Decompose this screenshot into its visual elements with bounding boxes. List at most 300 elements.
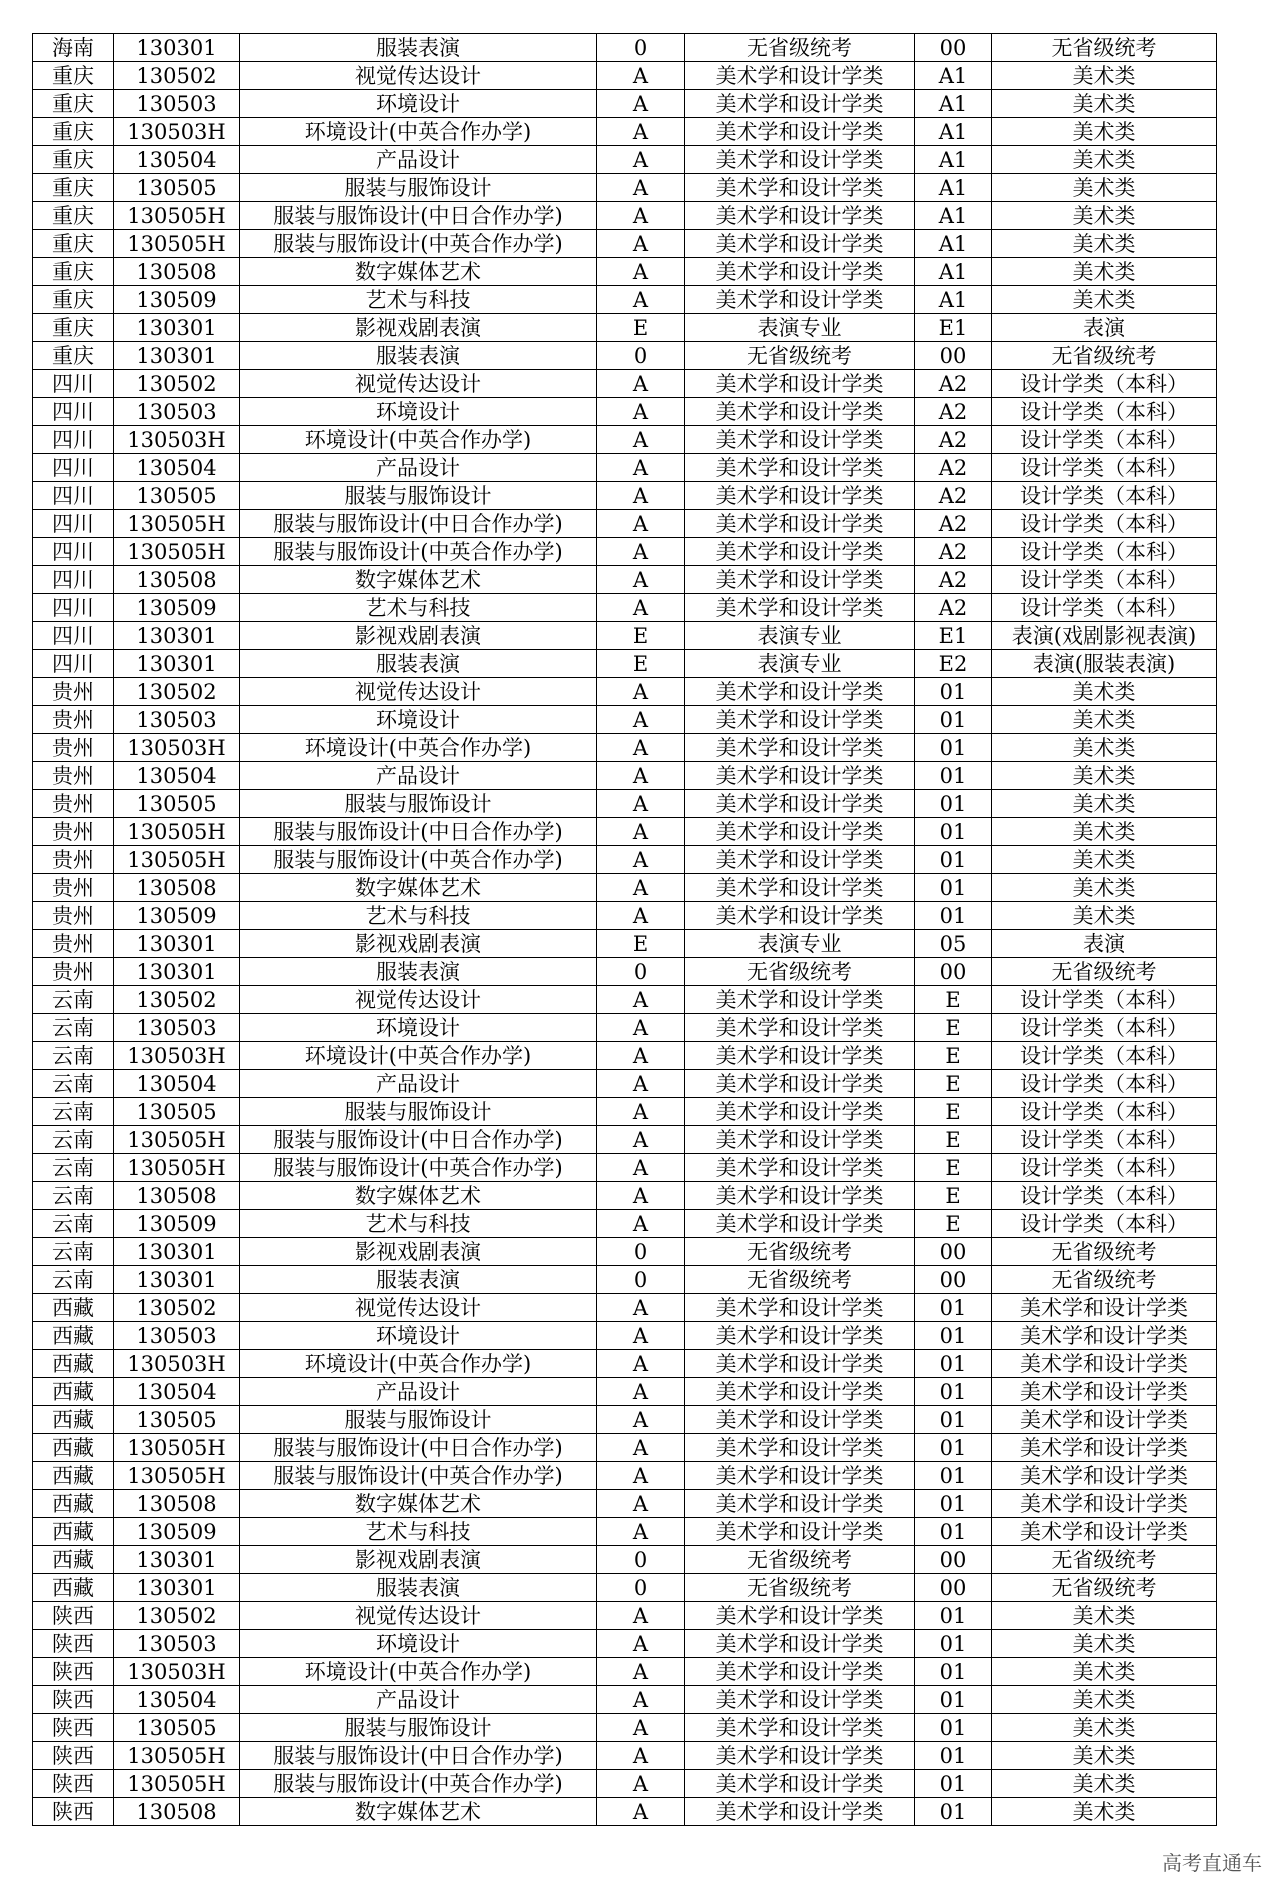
province-cell: 贵州 <box>33 734 114 762</box>
province-category-cell: 美术类 <box>992 174 1217 202</box>
province-category-cell: 美术类 <box>992 734 1217 762</box>
province-category-cell: 美术学和设计学类 <box>992 1462 1217 1490</box>
major-name-cell: 影视戏剧表演 <box>240 622 597 650</box>
province-category-cell: 美术类 <box>992 1714 1217 1742</box>
exam-category-code-cell: A <box>597 1322 685 1350</box>
province-category-code-cell: A2 <box>915 426 992 454</box>
province-cell: 陕西 <box>33 1602 114 1630</box>
province-cell: 四川 <box>33 538 114 566</box>
province-category-code-cell: 00 <box>915 1546 992 1574</box>
major-name-cell: 环境设计(中英合作办学) <box>240 1042 597 1070</box>
province-category-cell: 设计学类（本科） <box>992 1210 1217 1238</box>
exam-category-code-cell: A <box>597 1798 685 1826</box>
province-category-code-cell: 00 <box>915 1238 992 1266</box>
exam-category-cell: 美术学和设计学类 <box>685 230 915 258</box>
exam-category-code-cell: 0 <box>597 1238 685 1266</box>
province-category-cell: 美术学和设计学类 <box>992 1322 1217 1350</box>
exam-category-cell: 美术学和设计学类 <box>685 1378 915 1406</box>
major-code-cell: 130301 <box>114 314 240 342</box>
province-category-cell: 美术类 <box>992 762 1217 790</box>
major-name-cell: 服装与服饰设计(中日合作办学) <box>240 510 597 538</box>
province-category-cell: 设计学类（本科） <box>992 1014 1217 1042</box>
exam-category-cell: 美术学和设计学类 <box>685 90 915 118</box>
exam-category-code-cell: A <box>597 1406 685 1434</box>
major-name-cell: 服装表演 <box>240 1574 597 1602</box>
table-row <box>33 818 1217 846</box>
province-category-cell: 美术类 <box>992 286 1217 314</box>
major-code-cell: 130502 <box>114 1294 240 1322</box>
major-code-cell: 130503H <box>114 426 240 454</box>
province-category-code-cell: A2 <box>915 398 992 426</box>
province-category-code-cell: 01 <box>915 1714 992 1742</box>
table-row <box>33 1434 1217 1462</box>
province-category-code-cell: E <box>915 1098 992 1126</box>
province-cell: 四川 <box>33 426 114 454</box>
table-row <box>33 790 1217 818</box>
province-category-code-cell: A1 <box>915 62 992 90</box>
province-category-code-cell: 01 <box>915 1770 992 1798</box>
exam-category-cell: 无省级统考 <box>685 342 915 370</box>
province-category-cell: 设计学类（本科） <box>992 1070 1217 1098</box>
major-name-cell: 服装与服饰设计(中日合作办学) <box>240 1434 597 1462</box>
exam-category-code-cell: A <box>597 370 685 398</box>
admission-table-sheet <box>32 33 1217 1826</box>
major-code-cell: 130505H <box>114 1462 240 1490</box>
province-cell: 重庆 <box>33 90 114 118</box>
province-cell: 云南 <box>33 1014 114 1042</box>
major-name-cell: 服装与服饰设计(中英合作办学) <box>240 230 597 258</box>
province-cell: 贵州 <box>33 930 114 958</box>
major-code-cell: 130508 <box>114 1798 240 1826</box>
table-body <box>33 34 1217 1826</box>
province-cell: 西藏 <box>33 1546 114 1574</box>
exam-category-code-cell: A <box>597 1378 685 1406</box>
province-cell: 云南 <box>33 1182 114 1210</box>
major-code-cell: 130503H <box>114 1350 240 1378</box>
major-code-cell: 130502 <box>114 370 240 398</box>
major-code-cell: 130505H <box>114 1154 240 1182</box>
province-cell: 西藏 <box>33 1462 114 1490</box>
province-cell: 四川 <box>33 454 114 482</box>
province-cell: 四川 <box>33 482 114 510</box>
province-category-code-cell: 01 <box>915 1490 992 1518</box>
province-category-cell: 美术类 <box>992 1770 1217 1798</box>
province-cell: 云南 <box>33 1070 114 1098</box>
province-cell: 贵州 <box>33 818 114 846</box>
exam-category-code-cell: A <box>597 986 685 1014</box>
province-cell: 陕西 <box>33 1630 114 1658</box>
exam-category-code-cell: A <box>597 762 685 790</box>
major-name-cell: 服装表演 <box>240 1266 597 1294</box>
province-category-code-cell: E <box>915 986 992 1014</box>
major-name-cell: 艺术与科技 <box>240 594 597 622</box>
province-category-code-cell: 01 <box>915 846 992 874</box>
province-cell: 陕西 <box>33 1742 114 1770</box>
province-category-code-cell: 00 <box>915 34 992 62</box>
exam-category-cell: 美术学和设计学类 <box>685 202 915 230</box>
major-name-cell: 服装与服饰设计 <box>240 174 597 202</box>
province-category-code-cell: 00 <box>915 1266 992 1294</box>
exam-category-cell: 美术学和设计学类 <box>685 398 915 426</box>
province-cell: 重庆 <box>33 174 114 202</box>
province-cell: 重庆 <box>33 286 114 314</box>
province-category-code-cell: 01 <box>915 1406 992 1434</box>
province-category-cell: 设计学类（本科） <box>992 510 1217 538</box>
major-code-cell: 130505 <box>114 1098 240 1126</box>
major-code-cell: 130504 <box>114 1070 240 1098</box>
major-name-cell: 视觉传达设计 <box>240 1602 597 1630</box>
major-name-cell: 视觉传达设计 <box>240 986 597 1014</box>
province-category-cell: 美术类 <box>992 1742 1217 1770</box>
province-category-cell: 无省级统考 <box>992 342 1217 370</box>
major-code-cell: 130508 <box>114 258 240 286</box>
province-category-code-cell: E2 <box>915 650 992 678</box>
province-category-code-cell: A1 <box>915 118 992 146</box>
exam-category-cell: 美术学和设计学类 <box>685 1014 915 1042</box>
exam-category-cell: 美术学和设计学类 <box>685 286 915 314</box>
province-category-cell: 美术学和设计学类 <box>992 1378 1217 1406</box>
major-name-cell: 服装与服饰设计(中英合作办学) <box>240 1462 597 1490</box>
major-name-cell: 影视戏剧表演 <box>240 930 597 958</box>
province-category-code-cell: A2 <box>915 454 992 482</box>
major-code-cell: 130503 <box>114 398 240 426</box>
exam-category-code-cell: A <box>597 1182 685 1210</box>
province-category-cell: 美术学和设计学类 <box>992 1406 1217 1434</box>
exam-category-code-cell: A <box>597 1294 685 1322</box>
province-cell: 重庆 <box>33 342 114 370</box>
table-row <box>33 622 1217 650</box>
province-cell: 云南 <box>33 1098 114 1126</box>
major-name-cell: 产品设计 <box>240 454 597 482</box>
province-cell: 陕西 <box>33 1686 114 1714</box>
province-category-code-cell: 01 <box>915 790 992 818</box>
major-name-cell: 视觉传达设计 <box>240 678 597 706</box>
table-row <box>33 1350 1217 1378</box>
major-name-cell: 艺术与科技 <box>240 286 597 314</box>
table-row <box>33 1630 1217 1658</box>
province-category-cell: 设计学类（本科） <box>992 538 1217 566</box>
exam-category-cell: 美术学和设计学类 <box>685 1154 915 1182</box>
exam-category-cell: 美术学和设计学类 <box>685 1294 915 1322</box>
exam-category-cell: 表演专业 <box>685 650 915 678</box>
exam-category-cell: 美术学和设计学类 <box>685 1182 915 1210</box>
table-row <box>33 1462 1217 1490</box>
exam-category-code-cell: A <box>597 118 685 146</box>
exam-category-code-cell: A <box>597 202 685 230</box>
table-row <box>33 1266 1217 1294</box>
major-name-cell: 服装与服饰设计(中英合作办学) <box>240 538 597 566</box>
major-code-cell: 130503 <box>114 1014 240 1042</box>
major-name-cell: 视觉传达设计 <box>240 370 597 398</box>
exam-category-cell: 美术学和设计学类 <box>685 1210 915 1238</box>
table-row <box>33 1686 1217 1714</box>
province-category-code-cell: A2 <box>915 566 992 594</box>
table-row <box>33 34 1217 62</box>
province-cell: 云南 <box>33 986 114 1014</box>
major-code-cell: 130504 <box>114 454 240 482</box>
major-code-cell: 130505H <box>114 1742 240 1770</box>
province-category-code-cell: 01 <box>915 734 992 762</box>
table-row <box>33 174 1217 202</box>
table-row <box>33 1658 1217 1686</box>
exam-category-code-cell: 0 <box>597 958 685 986</box>
table-row <box>33 202 1217 230</box>
province-category-code-cell: 01 <box>915 874 992 902</box>
major-code-cell: 130301 <box>114 1238 240 1266</box>
province-category-code-cell: 01 <box>915 706 992 734</box>
province-category-code-cell: 01 <box>915 1658 992 1686</box>
province-cell: 西藏 <box>33 1490 114 1518</box>
exam-category-cell: 美术学和设计学类 <box>685 1686 915 1714</box>
table-row <box>33 1518 1217 1546</box>
province-category-code-cell: E <box>915 1182 992 1210</box>
admission-table <box>32 33 1217 1826</box>
province-cell: 陕西 <box>33 1658 114 1686</box>
major-name-cell: 环境设计(中英合作办学) <box>240 118 597 146</box>
province-cell: 贵州 <box>33 958 114 986</box>
major-name-cell: 环境设计(中英合作办学) <box>240 734 597 762</box>
exam-category-cell: 美术学和设计学类 <box>685 706 915 734</box>
table-row <box>33 1126 1217 1154</box>
province-category-cell: 无省级统考 <box>992 1574 1217 1602</box>
exam-category-cell: 表演专业 <box>685 314 915 342</box>
table-row <box>33 958 1217 986</box>
table-row <box>33 1322 1217 1350</box>
exam-category-code-cell: 0 <box>597 342 685 370</box>
table-row <box>33 398 1217 426</box>
table-row <box>33 902 1217 930</box>
exam-category-cell: 美术学和设计学类 <box>685 1658 915 1686</box>
province-category-cell: 美术类 <box>992 1602 1217 1630</box>
province-cell: 重庆 <box>33 146 114 174</box>
exam-category-code-cell: A <box>597 902 685 930</box>
province-category-cell: 美术类 <box>992 846 1217 874</box>
province-cell: 贵州 <box>33 902 114 930</box>
major-code-cell: 130503H <box>114 1042 240 1070</box>
exam-category-code-cell: A <box>597 706 685 734</box>
major-code-cell: 130508 <box>114 874 240 902</box>
table-row <box>33 734 1217 762</box>
table-row <box>33 426 1217 454</box>
table-row <box>33 706 1217 734</box>
major-code-cell: 130301 <box>114 650 240 678</box>
major-name-cell: 服装与服饰设计 <box>240 790 597 818</box>
province-category-cell: 美术类 <box>992 902 1217 930</box>
exam-category-cell: 美术学和设计学类 <box>685 678 915 706</box>
major-name-cell: 服装与服饰设计(中英合作办学) <box>240 1154 597 1182</box>
exam-category-code-cell: A <box>597 1098 685 1126</box>
exam-category-cell: 美术学和设计学类 <box>685 1602 915 1630</box>
major-code-cell: 130509 <box>114 1210 240 1238</box>
exam-category-code-cell: A <box>597 1770 685 1798</box>
major-name-cell: 数字媒体艺术 <box>240 1490 597 1518</box>
province-category-cell: 表演(戏剧影视表演) <box>992 622 1217 650</box>
exam-category-code-cell: A <box>597 1070 685 1098</box>
exam-category-cell: 美术学和设计学类 <box>685 174 915 202</box>
exam-category-cell: 美术学和设计学类 <box>685 734 915 762</box>
province-category-cell: 美术类 <box>992 146 1217 174</box>
major-name-cell: 数字媒体艺术 <box>240 1798 597 1826</box>
province-category-code-cell: 01 <box>915 1378 992 1406</box>
province-cell: 陕西 <box>33 1798 114 1826</box>
major-name-cell: 服装表演 <box>240 958 597 986</box>
table-row <box>33 1546 1217 1574</box>
table-row <box>33 678 1217 706</box>
major-code-cell: 130505H <box>114 538 240 566</box>
major-name-cell: 产品设计 <box>240 146 597 174</box>
province-category-code-cell: E1 <box>915 622 992 650</box>
table-row <box>33 90 1217 118</box>
province-cell: 陕西 <box>33 1714 114 1742</box>
province-cell: 海南 <box>33 34 114 62</box>
province-category-cell: 美术学和设计学类 <box>992 1490 1217 1518</box>
table-row <box>33 1098 1217 1126</box>
major-code-cell: 130505H <box>114 510 240 538</box>
major-code-cell: 130505H <box>114 230 240 258</box>
province-category-code-cell: E <box>915 1070 992 1098</box>
table-row <box>33 510 1217 538</box>
province-category-cell: 设计学类（本科） <box>992 1182 1217 1210</box>
major-name-cell: 环境设计(中英合作办学) <box>240 426 597 454</box>
province-category-code-cell: A1 <box>915 286 992 314</box>
table-row <box>33 1294 1217 1322</box>
exam-category-cell: 美术学和设计学类 <box>685 1070 915 1098</box>
exam-category-code-cell: A <box>597 258 685 286</box>
table-row <box>33 62 1217 90</box>
province-category-code-cell: 01 <box>915 1322 992 1350</box>
province-cell: 贵州 <box>33 874 114 902</box>
province-category-code-cell: E <box>915 1154 992 1182</box>
exam-category-code-cell: A <box>597 1014 685 1042</box>
major-code-cell: 130508 <box>114 566 240 594</box>
exam-category-code-cell: 0 <box>597 1546 685 1574</box>
major-name-cell: 服装与服饰设计(中日合作办学) <box>240 202 597 230</box>
major-name-cell: 艺术与科技 <box>240 1210 597 1238</box>
province-cell: 重庆 <box>33 202 114 230</box>
exam-category-cell: 美术学和设计学类 <box>685 566 915 594</box>
province-category-cell: 无省级统考 <box>992 1546 1217 1574</box>
province-cell: 云南 <box>33 1154 114 1182</box>
major-code-cell: 130504 <box>114 146 240 174</box>
major-name-cell: 环境设计 <box>240 1322 597 1350</box>
exam-category-code-cell: A <box>597 1518 685 1546</box>
major-name-cell: 数字媒体艺术 <box>240 1182 597 1210</box>
table-row <box>33 1014 1217 1042</box>
province-category-cell: 美术类 <box>992 678 1217 706</box>
major-code-cell: 130505H <box>114 202 240 230</box>
table-row <box>33 1714 1217 1742</box>
province-cell: 四川 <box>33 622 114 650</box>
province-category-code-cell: 01 <box>915 678 992 706</box>
table-row <box>33 1490 1217 1518</box>
province-category-cell: 美术类 <box>992 202 1217 230</box>
exam-category-cell: 美术学和设计学类 <box>685 818 915 846</box>
major-name-cell: 服装表演 <box>240 34 597 62</box>
province-category-cell: 无省级统考 <box>992 34 1217 62</box>
table-row <box>33 986 1217 1014</box>
table-row <box>33 118 1217 146</box>
major-name-cell: 服装与服饰设计 <box>240 1406 597 1434</box>
province-category-code-cell: 01 <box>915 1630 992 1658</box>
exam-category-code-cell: A <box>597 734 685 762</box>
exam-category-cell: 无省级统考 <box>685 1574 915 1602</box>
exam-category-cell: 美术学和设计学类 <box>685 790 915 818</box>
province-category-cell: 美术类 <box>992 1658 1217 1686</box>
exam-category-code-cell: A <box>597 818 685 846</box>
exam-category-code-cell: A <box>597 1126 685 1154</box>
province-category-code-cell: 01 <box>915 1434 992 1462</box>
exam-category-code-cell: A <box>597 426 685 454</box>
province-cell: 贵州 <box>33 762 114 790</box>
province-category-cell: 设计学类（本科） <box>992 1098 1217 1126</box>
province-cell: 云南 <box>33 1210 114 1238</box>
province-category-cell: 美术学和设计学类 <box>992 1434 1217 1462</box>
major-name-cell: 影视戏剧表演 <box>240 314 597 342</box>
province-category-code-cell: A2 <box>915 482 992 510</box>
exam-category-cell: 美术学和设计学类 <box>685 1350 915 1378</box>
exam-category-code-cell: E <box>597 650 685 678</box>
major-name-cell: 环境设计 <box>240 1630 597 1658</box>
province-category-cell: 美术类 <box>992 258 1217 286</box>
table-row <box>33 538 1217 566</box>
major-code-cell: 130502 <box>114 1602 240 1630</box>
major-name-cell: 服装与服饰设计 <box>240 1714 597 1742</box>
exam-category-code-cell: A <box>597 146 685 174</box>
province-category-cell: 设计学类（本科） <box>992 454 1217 482</box>
exam-category-cell: 美术学和设计学类 <box>685 370 915 398</box>
province-cell: 西藏 <box>33 1574 114 1602</box>
province-cell: 贵州 <box>33 790 114 818</box>
table-row <box>33 230 1217 258</box>
major-code-cell: 130502 <box>114 62 240 90</box>
province-category-code-cell: A1 <box>915 258 992 286</box>
major-code-cell: 130509 <box>114 1518 240 1546</box>
province-category-code-cell: E <box>915 1014 992 1042</box>
province-cell: 四川 <box>33 398 114 426</box>
major-name-cell: 服装与服饰设计(中日合作办学) <box>240 1126 597 1154</box>
exam-category-cell: 美术学和设计学类 <box>685 1098 915 1126</box>
table-row <box>33 258 1217 286</box>
watermark: 高考直通车 <box>1162 1851 1262 1875</box>
exam-category-cell: 美术学和设计学类 <box>685 118 915 146</box>
major-name-cell: 服装表演 <box>240 342 597 370</box>
province-category-cell: 设计学类（本科） <box>992 370 1217 398</box>
major-name-cell: 服装与服饰设计 <box>240 482 597 510</box>
province-category-code-cell: 00 <box>915 1574 992 1602</box>
province-category-code-cell: A1 <box>915 90 992 118</box>
exam-category-cell: 美术学和设计学类 <box>685 1770 915 1798</box>
major-name-cell: 视觉传达设计 <box>240 1294 597 1322</box>
exam-category-code-cell: E <box>597 314 685 342</box>
exam-category-code-cell: A <box>597 1658 685 1686</box>
province-cell: 四川 <box>33 370 114 398</box>
province-cell: 重庆 <box>33 118 114 146</box>
exam-category-cell: 美术学和设计学类 <box>685 538 915 566</box>
province-category-code-cell: A1 <box>915 230 992 258</box>
major-code-cell: 130301 <box>114 958 240 986</box>
exam-category-code-cell: A <box>597 1462 685 1490</box>
table-row <box>33 1070 1217 1098</box>
table-row <box>33 1770 1217 1798</box>
exam-category-cell: 无省级统考 <box>685 1238 915 1266</box>
table-row <box>33 846 1217 874</box>
province-category-code-cell: E <box>915 1042 992 1070</box>
table-row <box>33 1210 1217 1238</box>
exam-category-cell: 美术学和设计学类 <box>685 902 915 930</box>
province-category-cell: 美术类 <box>992 790 1217 818</box>
exam-category-code-cell: 0 <box>597 1266 685 1294</box>
major-name-cell: 数字媒体艺术 <box>240 258 597 286</box>
